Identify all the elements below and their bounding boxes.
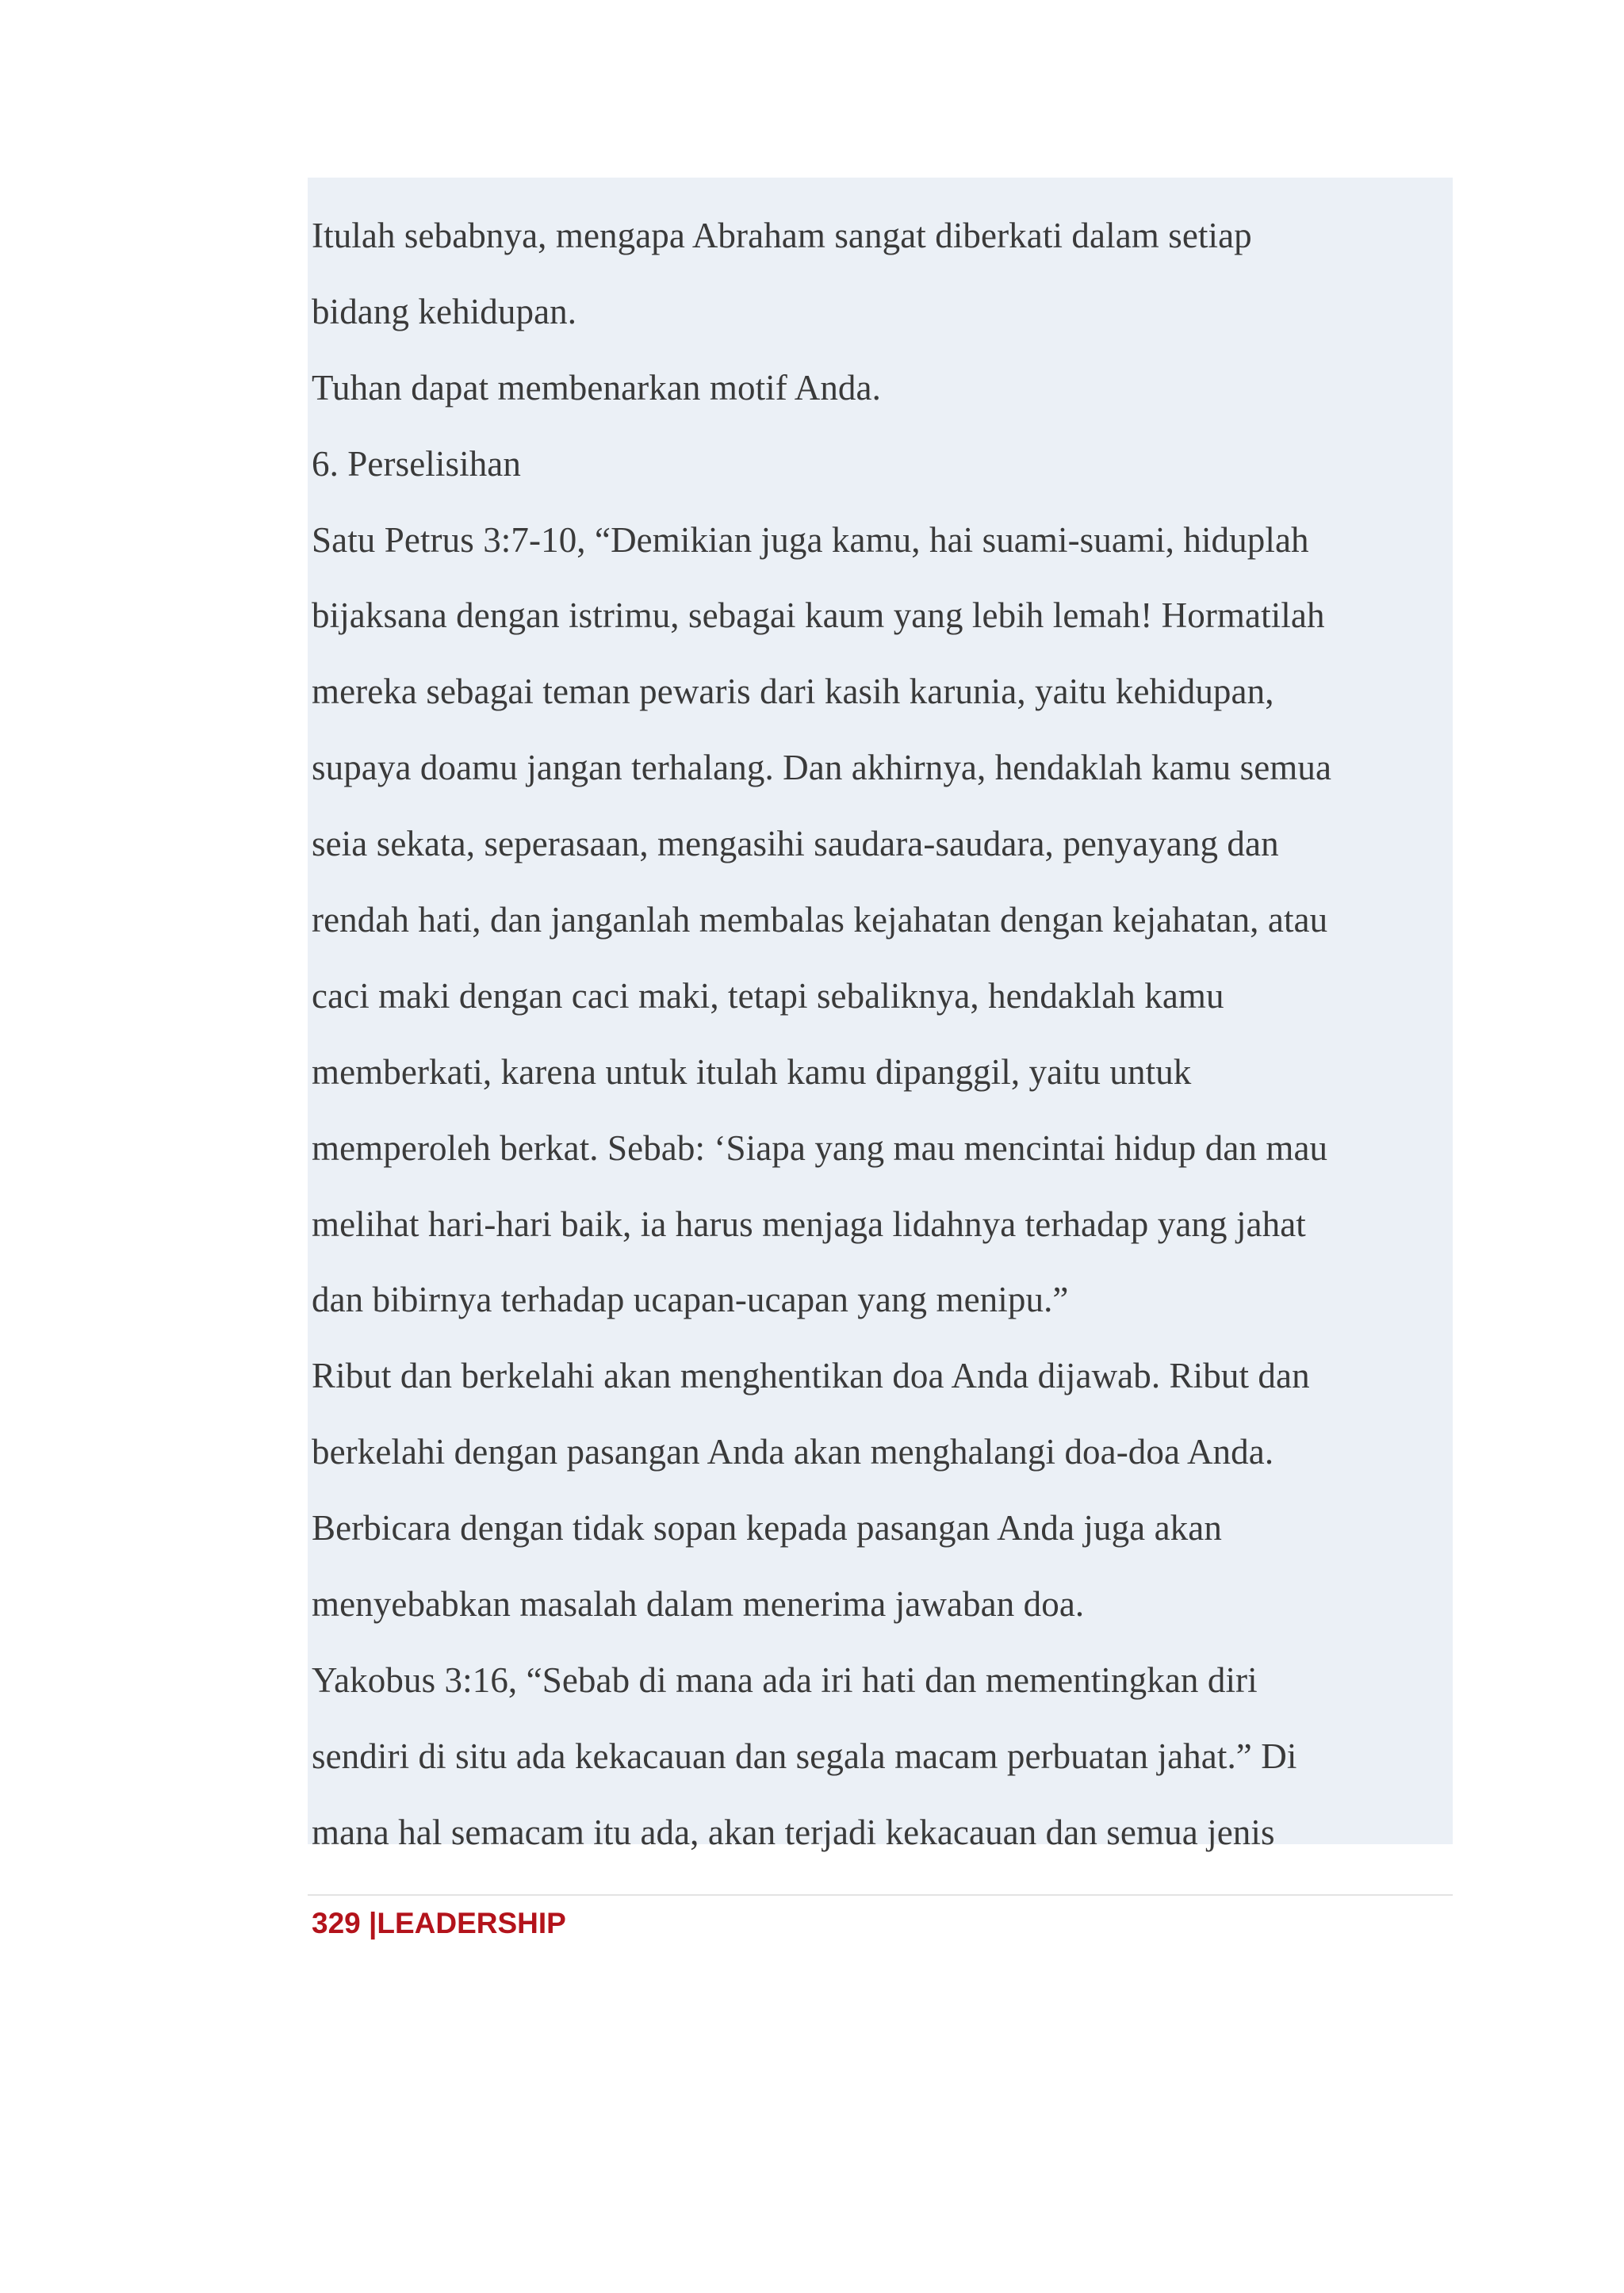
text-line: bijaksana dengan istrimu, sebagai kaum yang lebih lemah! Hormatilah: [312, 595, 1325, 636]
text-line: mereka sebagai teman pewaris dari kasih karunia, yaitu kehidupan,: [312, 672, 1274, 712]
page-footer: 329 |LEADERSHIP: [312, 1907, 566, 1939]
body-text: [312, 198, 1450, 1871]
text-line: memperoleh berkat. Sebab: ‘Siapa yang mau mencintai hidup dan mau: [312, 1127, 1328, 1168]
text-line: berkelahi dengan pasangan Anda akan menghalangi doa-doa Anda.: [312, 1432, 1274, 1472]
text-line: Tuhan dapat membenarkan motif Anda.: [312, 367, 881, 408]
text-line: menyebabkan masalah dalam menerima jawaban doa.: [312, 1584, 1085, 1625]
text-line: Yakobus 3:16, “Sebab di mana ada iri hati dan mementingkan diri: [312, 1659, 1258, 1700]
text-line: rendah hati, dan janganlah membalas kejahatan dengan kejahatan, atau: [312, 900, 1328, 940]
text-line: bidang kehidupan.: [312, 291, 577, 331]
text-line: memberkati, karena untuk itulah kamu dipanggil, yaitu untuk: [312, 1051, 1192, 1092]
text-line: melihat hari-hari baik, ia harus menjaga lidahnya terhadap yang jahat: [312, 1204, 1306, 1244]
text-line: supaya doamu jangan terhalang. Dan akhirnya, hendaklah kamu semua: [312, 748, 1332, 788]
text-line: mana hal semacam itu ada, akan terjadi kekacauan dan semua jenis: [312, 1812, 1275, 1852]
text-line: Itulah sebabnya, mengapa Abraham sangat diberkati dalam setiap: [312, 216, 1252, 255]
text-line: Ribut dan berkelahi akan menghentikan doa Anda dijawab. Ribut dan: [312, 1356, 1310, 1396]
text-line: Berbicara dengan tidak sopan kepada pasangan Anda juga akan: [312, 1508, 1222, 1548]
text-line: sendiri di situ ada kekacauan dan segala macam perbuatan jahat.” Di: [312, 1736, 1297, 1776]
text-line: caci maki dengan caci maki, tetapi sebaliknya, hendaklah kamu: [312, 975, 1224, 1016]
footer-divider: [308, 1894, 1453, 1896]
text-line: seia sekata, seperasaan, mengasihi saudara-saudara, penyayang dan: [312, 824, 1279, 864]
text-line: dan bibirnya terhadap ucapan-ucapan yang menipu.”: [312, 1280, 1069, 1320]
text-line: Satu Petrus 3:7-10, “Demikian juga kamu, hai suami-suami, hiduplah: [312, 519, 1309, 560]
section-heading: 6. Perselisihan: [312, 443, 521, 484]
